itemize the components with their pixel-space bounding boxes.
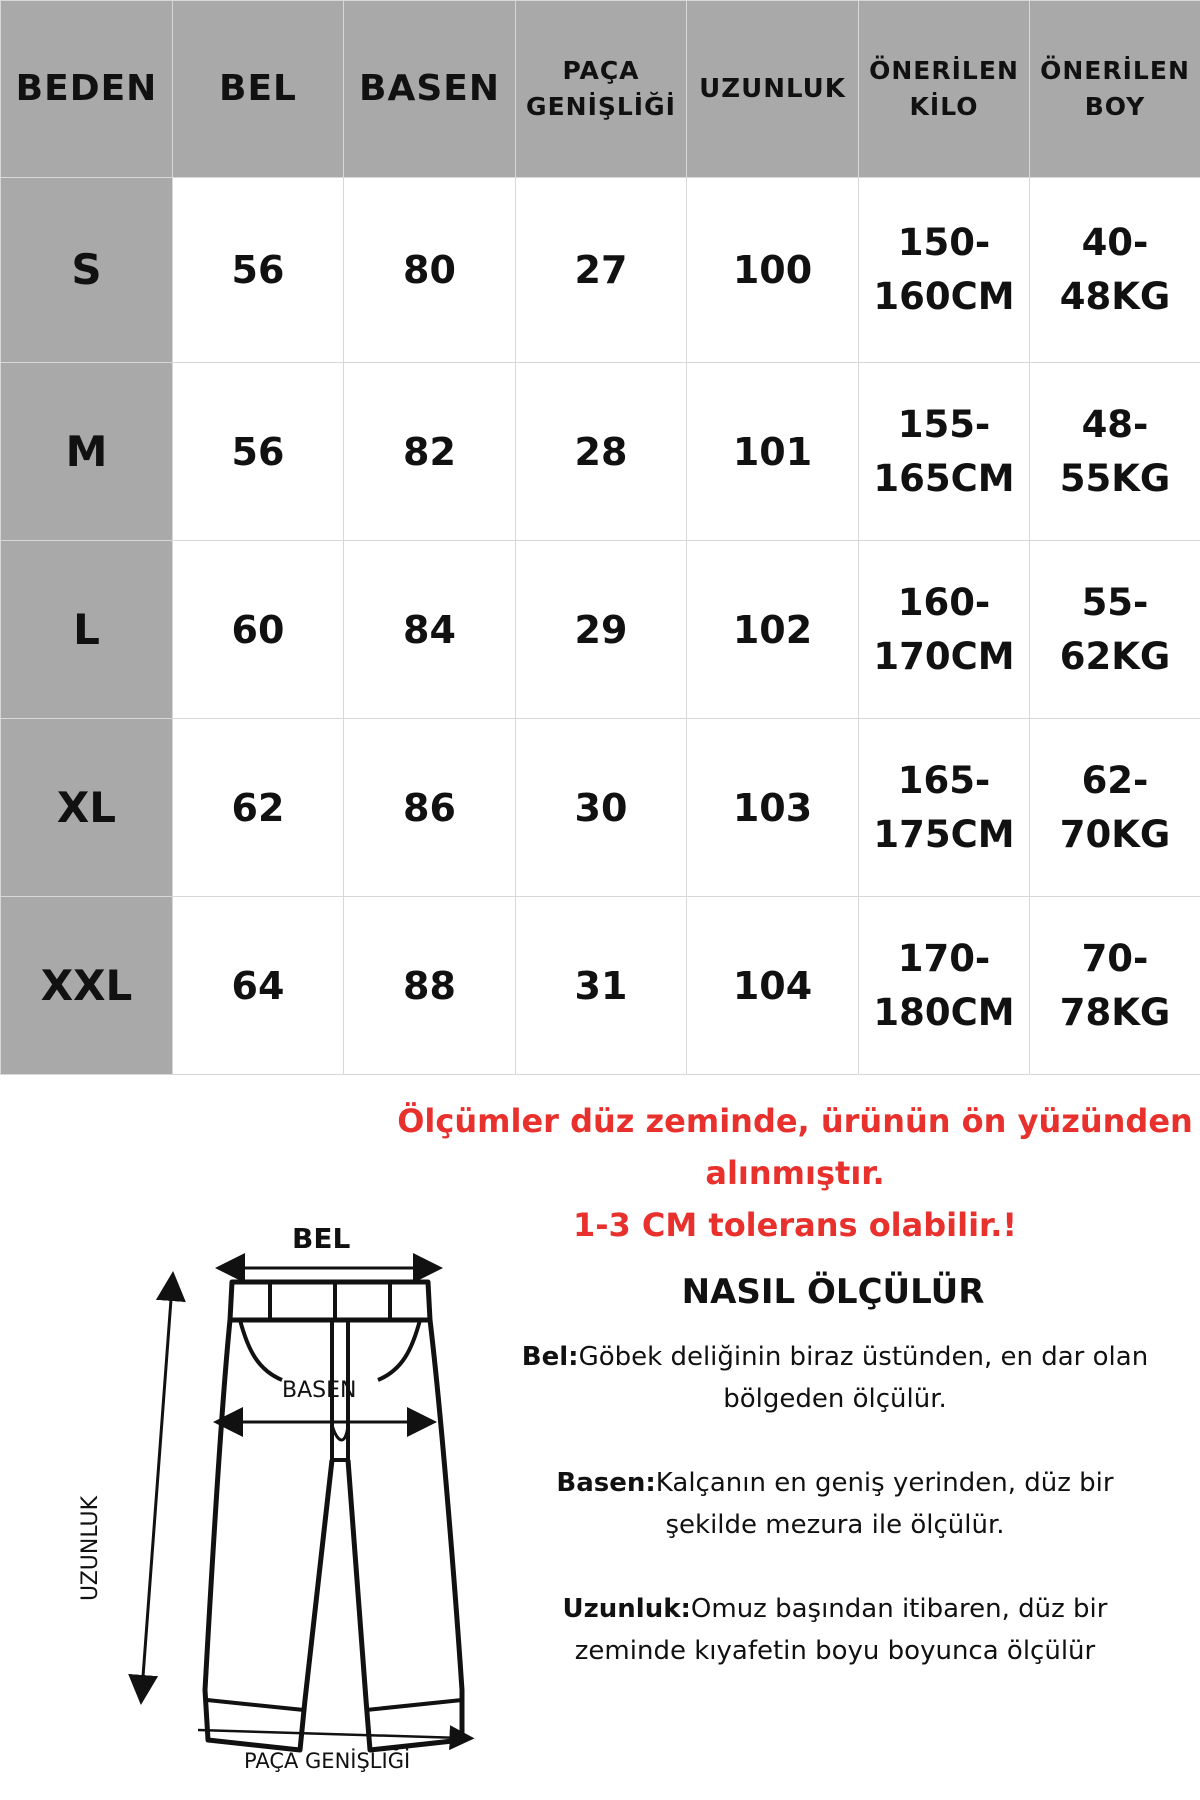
boy-cell [1030, 178, 1200, 363]
boy-cell [1030, 541, 1200, 719]
header-paca-line2: GENİŞLİĞİ [526, 92, 676, 121]
kilo-cell [859, 363, 1030, 541]
paca-cell: 29 [516, 541, 687, 719]
header-paca-line1: PAÇA [562, 56, 640, 85]
kilo-line1: 155- [897, 402, 991, 446]
uzunluk-description [490, 1588, 1180, 1672]
uzunluk-cell: 102 [687, 541, 859, 719]
header-kilo-line2: KİLO [909, 92, 979, 121]
uzunluk-cell: 103 [687, 719, 859, 897]
table-row [1, 363, 1200, 541]
uzunluk-cell: 100 [687, 178, 859, 363]
measurement-notes [390, 1095, 1200, 1251]
header-paca-genisligi [516, 1, 687, 178]
bel-desc-line1 [490, 1336, 1180, 1378]
header-boy-line2: BOY [1084, 92, 1146, 121]
basen-description [490, 1462, 1180, 1546]
table-row [1, 719, 1200, 897]
basen-cell: 88 [344, 897, 516, 1075]
boy-cell [1030, 897, 1200, 1075]
table-row [1, 541, 1200, 719]
bel-description [490, 1336, 1180, 1420]
header-row [1, 1, 1200, 178]
size-cell: XXL [1, 897, 173, 1075]
boy-line1: 62- [1081, 758, 1149, 802]
kilo-line1: 165- [897, 758, 991, 802]
diagram-label-uzunluk: UZUNLUK [78, 1495, 104, 1602]
basen-desc-text-2: şekilde mezura ile ölçülür. [665, 1510, 1005, 1540]
basen-desc-text-1: Kalçanın en geniş yerinden, düz bir [655, 1468, 1114, 1498]
how-to-measure-title: NASIL ÖLÇÜLÜR [681, 1272, 985, 1312]
note-line-1: Ölçümler düz zeminde, ürünün ön yüzünden [397, 1102, 1193, 1140]
kilo-line1: 160- [897, 580, 991, 624]
basen-cell: 80 [344, 178, 516, 363]
boy-line2: 48KG [1059, 275, 1171, 318]
uzunluk-desc-line1 [490, 1588, 1180, 1630]
boy-cell [1030, 719, 1200, 897]
note-line-2: alınmıştır. [705, 1154, 885, 1192]
kilo-line2: 165CM [873, 456, 1015, 500]
kilo-line2: 180CM [873, 990, 1015, 1034]
kilo-line1: 150- [897, 221, 991, 264]
basen-desc-label: Basen: [556, 1468, 656, 1498]
uzunluk-cell: 101 [687, 363, 859, 541]
header-beden: BEDEN [1, 1, 173, 178]
basen-cell: 84 [344, 541, 516, 719]
basen-cell: 82 [344, 363, 516, 541]
kilo-line1: 170- [897, 936, 991, 980]
uzunluk-desc-text-2: zeminde kıyafetin boyu boyunca ölçülür [574, 1636, 1096, 1666]
diagram-label-basen: BASEN [282, 1378, 357, 1403]
kilo-cell [859, 178, 1030, 363]
boy-line1: 48- [1081, 402, 1149, 446]
size-cell: XL [1, 719, 173, 897]
uzunluk-desc-text-1: Omuz başından itibaren, düz bir [690, 1594, 1108, 1624]
kilo-cell [859, 719, 1030, 897]
header-bel: BEL [173, 1, 344, 178]
paca-cell: 28 [516, 363, 687, 541]
kilo-line2: 175CM [873, 812, 1015, 856]
paca-cell: 31 [516, 897, 687, 1075]
table-row [1, 897, 1200, 1075]
boy-line1: 40- [1081, 221, 1149, 264]
bel-desc-label: Bel: [521, 1342, 579, 1372]
bel-cell: 56 [173, 178, 344, 363]
diagram-label-bel: BEL [292, 1222, 351, 1255]
basen-desc-line1 [490, 1462, 1180, 1504]
kilo-cell [859, 541, 1030, 719]
kilo-line2: 160CM [873, 275, 1015, 318]
tolerance-note: 1-3 CM tolerans olabilir.! [572, 1206, 1018, 1244]
header-uzunluk: UZUNLUK [687, 1, 859, 178]
boy-line2: 62KG [1059, 634, 1171, 678]
boy-cell [1030, 363, 1200, 541]
boy-line2: 70KG [1059, 812, 1171, 856]
boy-line1: 55- [1081, 580, 1149, 624]
bel-cell: 60 [173, 541, 344, 719]
size-cell: M [1, 363, 173, 541]
bel-cell: 56 [173, 363, 344, 541]
uzunluk-cell: 104 [687, 897, 859, 1075]
pants-diagram [70, 1220, 490, 1780]
size-cell: L [1, 541, 173, 719]
bel-desc-text-1: Göbek deliğinin biraz üstünden, en dar olan [578, 1342, 1149, 1372]
basen-cell: 86 [344, 719, 516, 897]
header-basen: BASEN [344, 1, 516, 178]
pants-outline-icon [70, 1220, 490, 1780]
paca-cell: 30 [516, 719, 687, 897]
size-cell: S [1, 178, 173, 363]
header-onerilen-kilo [859, 1, 1030, 178]
boy-line2: 55KG [1059, 456, 1171, 500]
bel-desc-text-2: bölgeden ölçülür. [723, 1384, 947, 1414]
uzunluk-desc-label: Uzunluk: [562, 1594, 691, 1624]
kilo-cell [859, 897, 1030, 1075]
table-row [1, 178, 1200, 363]
bel-cell: 64 [173, 897, 344, 1075]
diagram-label-paca: PAÇA GENİŞLİĞİ [244, 1749, 411, 1773]
header-boy-line1: ÖNERİLEN [1040, 56, 1190, 85]
boy-line2: 78KG [1059, 990, 1171, 1034]
header-kilo-line1: ÖNERİLEN [869, 56, 1019, 85]
kilo-line2: 170CM [873, 634, 1015, 678]
bel-cell: 62 [173, 719, 344, 897]
paca-cell: 27 [516, 178, 687, 363]
header-onerilen-boy [1030, 1, 1200, 178]
boy-line1: 70- [1081, 936, 1149, 980]
